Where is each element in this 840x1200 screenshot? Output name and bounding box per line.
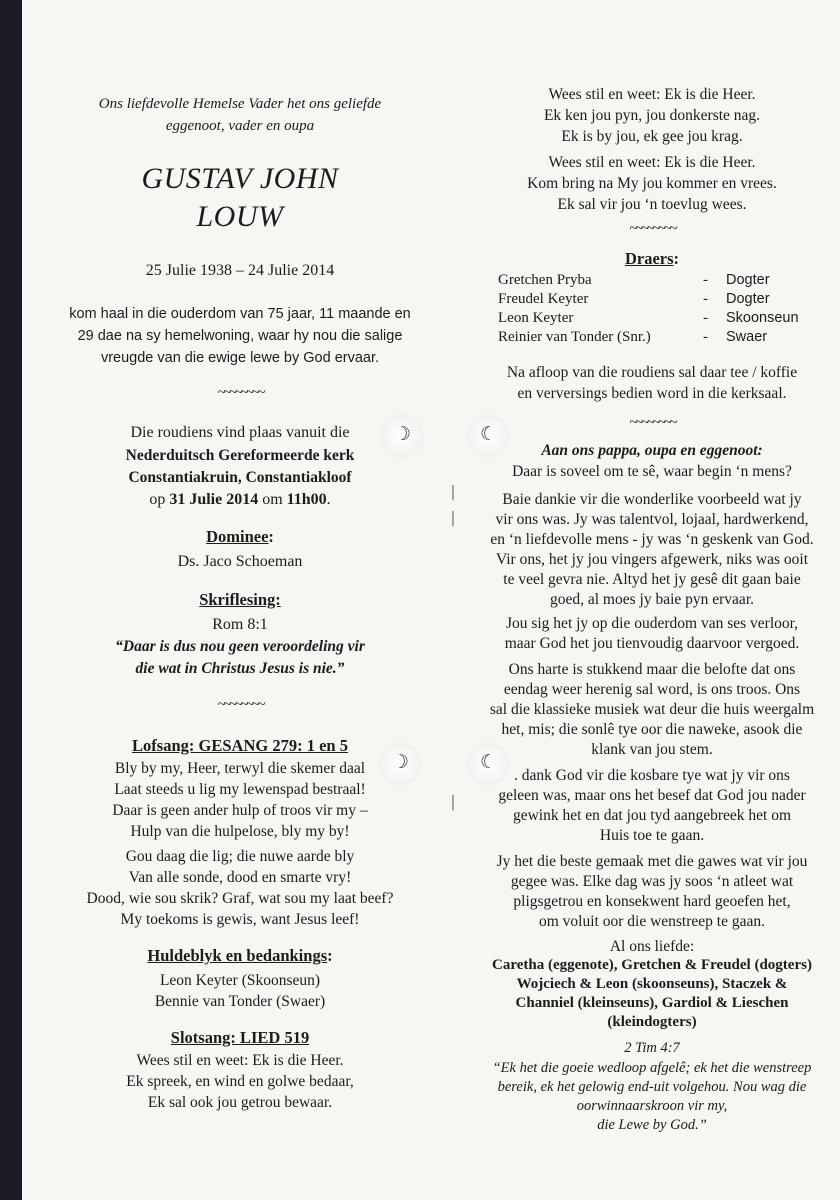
binding-hole-mark: ☽ (392, 751, 410, 773)
draer-dash: - (703, 329, 708, 345)
lofsang-heading: Lofsang: GESANG 279: 1 en 5 (132, 736, 348, 755)
tribute-p1-line-2: vir ons was. Jy was talentvol, lojaal, hardwerkend, (495, 511, 809, 528)
tribute-p1-line-5: te veel gevra nie. Altyd het jy gesê dit gaan baie (503, 571, 801, 588)
binding-hole-mark: ☾ (480, 423, 498, 445)
lofsang-v2-line-3: Dood, wie sou skrik? Graf, wat sou my laat beef? (86, 890, 394, 907)
binding-hole (380, 414, 424, 458)
slotsang-line-3: Ek sal ook jou getrou bewaar. (147, 1094, 333, 1111)
lofsang-v1-line-4: Hulp van die hulpelose, bly my by! (130, 823, 350, 840)
draer-role: Skoonseun (726, 310, 799, 326)
passing-line-3: vreugde van die ewige lewe by God ervaar. (100, 350, 380, 366)
love-names-line-1: Caretha (eggenote), Gretchen & Freudel (dogters) (492, 957, 812, 973)
verse-a-line-1: Wees stil en weet: Ek is die Heer. (548, 86, 756, 103)
lofsang-v2-line-1: Gou daag die lig; die nuwe aarde bly (125, 848, 355, 865)
draer-name: Reinier van Tonder (Snr.) (498, 329, 651, 345)
draer-role: Dogter (726, 291, 770, 307)
life-dates: 25 Julie 1938 – 24 Julie 2014 (145, 262, 335, 279)
skriflesing-quote-line-1: “Daar is dus nou geen veroordeling vir (115, 638, 365, 655)
ornament-divider-2: ~~~~~~~~ (217, 696, 263, 713)
op-word: op (149, 491, 166, 508)
draer-name: Leon Keyter (498, 310, 574, 326)
tribute-heading: Aan ons pappa, oupa en eggenoot: (541, 442, 763, 459)
ornament-divider-3: ~~~~~~~~ (629, 220, 675, 237)
tribute-p1-line-4: Vir ons, het jy jou vingers afgewerk, niks was ooit (495, 551, 809, 568)
huldeblyk-line-2: Bennie van Tonder (Swaer) (154, 993, 326, 1010)
church-line-1: Nederduitsch Gereformeerde kerk (125, 447, 355, 464)
passing-line-2: 29 dae na sy hemelwoning, waar hy nou die salige (77, 328, 403, 344)
huldeblyk-heading-text: Huldeblyk en bedankings (147, 946, 328, 965)
om-word: om (262, 491, 283, 508)
draer-name: Freudel Keyter (498, 291, 589, 307)
dominee-colon: : (268, 527, 274, 546)
lofsang-v1-line-1: Bly by my, Heer, terwyl die skemer daal (114, 760, 366, 777)
scan-tick-mark: │ (449, 512, 457, 527)
draers-heading-text: Draers (624, 249, 674, 268)
lofsang-v1-line-2: Laat steeds u lig my lewenspad bestraal! (114, 781, 366, 798)
lofsang-v2-line-2: Van alle sonde, dood en smarte vry! (128, 869, 352, 886)
lofsang-v1-line-3: Daar is geen ander hulp of troos vir my – (112, 802, 368, 819)
scripture-ref: 2 Tim 4:7 (624, 1040, 680, 1056)
deceased-name-line-1: GUSTAV JOHN (141, 162, 339, 195)
ornament-divider-4: ~~~~~~~~ (629, 414, 675, 431)
tribute-p3-line-5: klank van jou stem. (591, 741, 713, 758)
verse-b-line-1: Wees stil en weet: Ek is die Heer. (548, 154, 756, 171)
passing-line-1: kom haal in die ouderdom van 75 jaar, 11 maande en (69, 306, 411, 322)
tribute-p3-line-2: eendag weer herenig sal word, is ons troos. Ons (503, 681, 801, 698)
tribute-p5-line-2: gegee was. Elke dag was jy soos ‘n atleet wat (510, 873, 794, 890)
huldeblyk-line-1: Leon Keyter (Skoonseun) (159, 972, 321, 989)
tribute-p3-line-4: het, mis; die sonlê tye oor die naweke, asook die (501, 721, 803, 738)
dominee-heading (60, 527, 420, 547)
service-date-time (60, 491, 420, 509)
dominee-heading-text: Dominee (206, 527, 269, 546)
binding-hole (466, 742, 510, 786)
verse-b-line-2: Kom bring na My jou kommer en vrees. (527, 175, 777, 192)
tribute-p2-line-2: maar God het jou tienvoudig daarvoor vergoed. (504, 635, 800, 652)
binding-hole (466, 414, 510, 458)
draer-dash: - (703, 310, 708, 326)
ornament-divider-1: ~~~~~~~~ (217, 384, 263, 401)
scripture-line-4: die Lewe by God.” (597, 1117, 707, 1133)
afloop-line-2: en verversings bedien word in die kerksaal. (517, 385, 787, 402)
draer-role: Dogter (726, 272, 770, 288)
slotsang-line-2: Ek spreek, en wind en golwe bedaar, (126, 1073, 354, 1090)
slotsang-heading: Slotsang: LIED 519 (170, 1028, 310, 1047)
draer-dash: - (703, 272, 708, 288)
tribute-p4-line-4: Huis toe te gaan. (599, 827, 705, 844)
draers-heading (466, 249, 838, 269)
love-names-line-3: Channiel (kleinseuns), Gardiol & Lieschen (515, 995, 789, 1011)
draer-role: Swaer (726, 329, 768, 345)
verse-a-line-2: Ek ken jou pyn, jou donkerste nag. (543, 107, 761, 124)
binding-hole (378, 742, 422, 786)
tribute-p3-line-1: Ons harte is stukkend maar die belofte dat ons (508, 661, 796, 678)
scripture-line-1: “Ek het die goeie wedloop afgelê; ek het die wenstreep (492, 1060, 812, 1076)
love-names-line-2: Wojciech & Leon (skoonseuns), Staczek & (516, 976, 788, 992)
huldeblyk-heading (60, 946, 420, 966)
binding-hole-mark: ☽ (394, 423, 412, 445)
lofsang-v2-line-4: My toekoms is gewis, want Jesus leef! (120, 911, 360, 928)
tribute-p4-line-2: geleen was, maar ons het besef dat God jou nader (498, 787, 806, 804)
dominee-name: Ds. Jaco Schoeman (177, 553, 303, 570)
service-line-1: Die roudiens vind plaas vanuit die (130, 424, 350, 441)
church-line-2: Constantiakruin, Constantiakloof (128, 469, 352, 486)
tribute-p5-line-3: pligsgetrou en konsekwent hard geoefen het, (513, 893, 791, 910)
draers-colon: : (673, 249, 680, 268)
deceased-name-line-2: LOUW (196, 200, 284, 233)
binding-hole-mark: ☾ (480, 751, 498, 773)
page-edge-bar (0, 0, 22, 1200)
verse-a-line-3: Ek is by jou, ek gee jou krag. (561, 128, 743, 145)
tribute-p1-line-3: en ‘n liefdevolle mens - jy was ‘n geskenk van God. (490, 531, 814, 548)
verse-b-line-3: Ek sal vir jou ‘n toevlug wees. (557, 196, 747, 213)
tribute-p4-line-1: . dank God vir die kosbare tye wat jy vir ons (514, 767, 790, 784)
tribute-p0-line-1: Daar is soveel om te sê, waar begin ‘n mens? (512, 463, 792, 480)
service-date: 31 Julie 2014 (169, 491, 259, 508)
scan-tick-mark: │ (449, 796, 457, 811)
scripture-line-3: oorwinnaarskroon vir my, (576, 1098, 728, 1114)
tribute-p4-line-3: gewink het en dat jou tyd aangebreek het om (512, 807, 792, 824)
draer-dash: - (703, 291, 708, 307)
tribute-p5-line-1: Jy het die beste gemaak met die gawes wat vir jou (496, 853, 808, 870)
tribute-p3-line-3: sal die klassieke musiek wat deur die huis weergalm (489, 701, 815, 718)
afloop-line-1: Na afloop van die roudiens sal daar tee / koffie (506, 364, 798, 381)
love-names-line-4: (kleindogters) (607, 1014, 697, 1030)
skriflesing-ref: Rom 8:1 (212, 616, 268, 633)
love-lead: Al ons liefde: (609, 938, 695, 955)
tribute-p1-line-1: Baie dankie vir die wonderlike voorbeeld wat jy (502, 491, 802, 508)
intro-line-1: Ons liefdevolle Hemelse Vader het ons geliefde (98, 96, 382, 112)
intro-line-2: eggenoot, vader en oupa (165, 118, 315, 134)
tribute-p5-line-4: om voluit oor die wenstreep te gaan. (539, 913, 765, 930)
tribute-p2-line-1: Jou sig het jy op die ouderdom van ses verloor, (505, 615, 799, 632)
service-time: 11h00 (286, 491, 327, 508)
skriflesing-heading: Skriflesing: (199, 590, 281, 609)
draer-name: Gretchen Pryba (498, 272, 592, 288)
tribute-p1-line-6: goed, al moes jy baie pyn ervaar. (549, 591, 754, 608)
slotsang-line-1: Wees stil en weet: Ek is die Heer. (136, 1052, 344, 1069)
scan-tick-mark: │ (449, 486, 457, 501)
huldeblyk-colon: : (327, 946, 333, 965)
skriflesing-quote-line-2: die wat in Christus Jesus is nie.” (135, 660, 345, 677)
service-period: . (326, 491, 331, 508)
scripture-line-2: bereik, ek het gelowig end-uit volgehou. Nou wag die (497, 1079, 807, 1095)
